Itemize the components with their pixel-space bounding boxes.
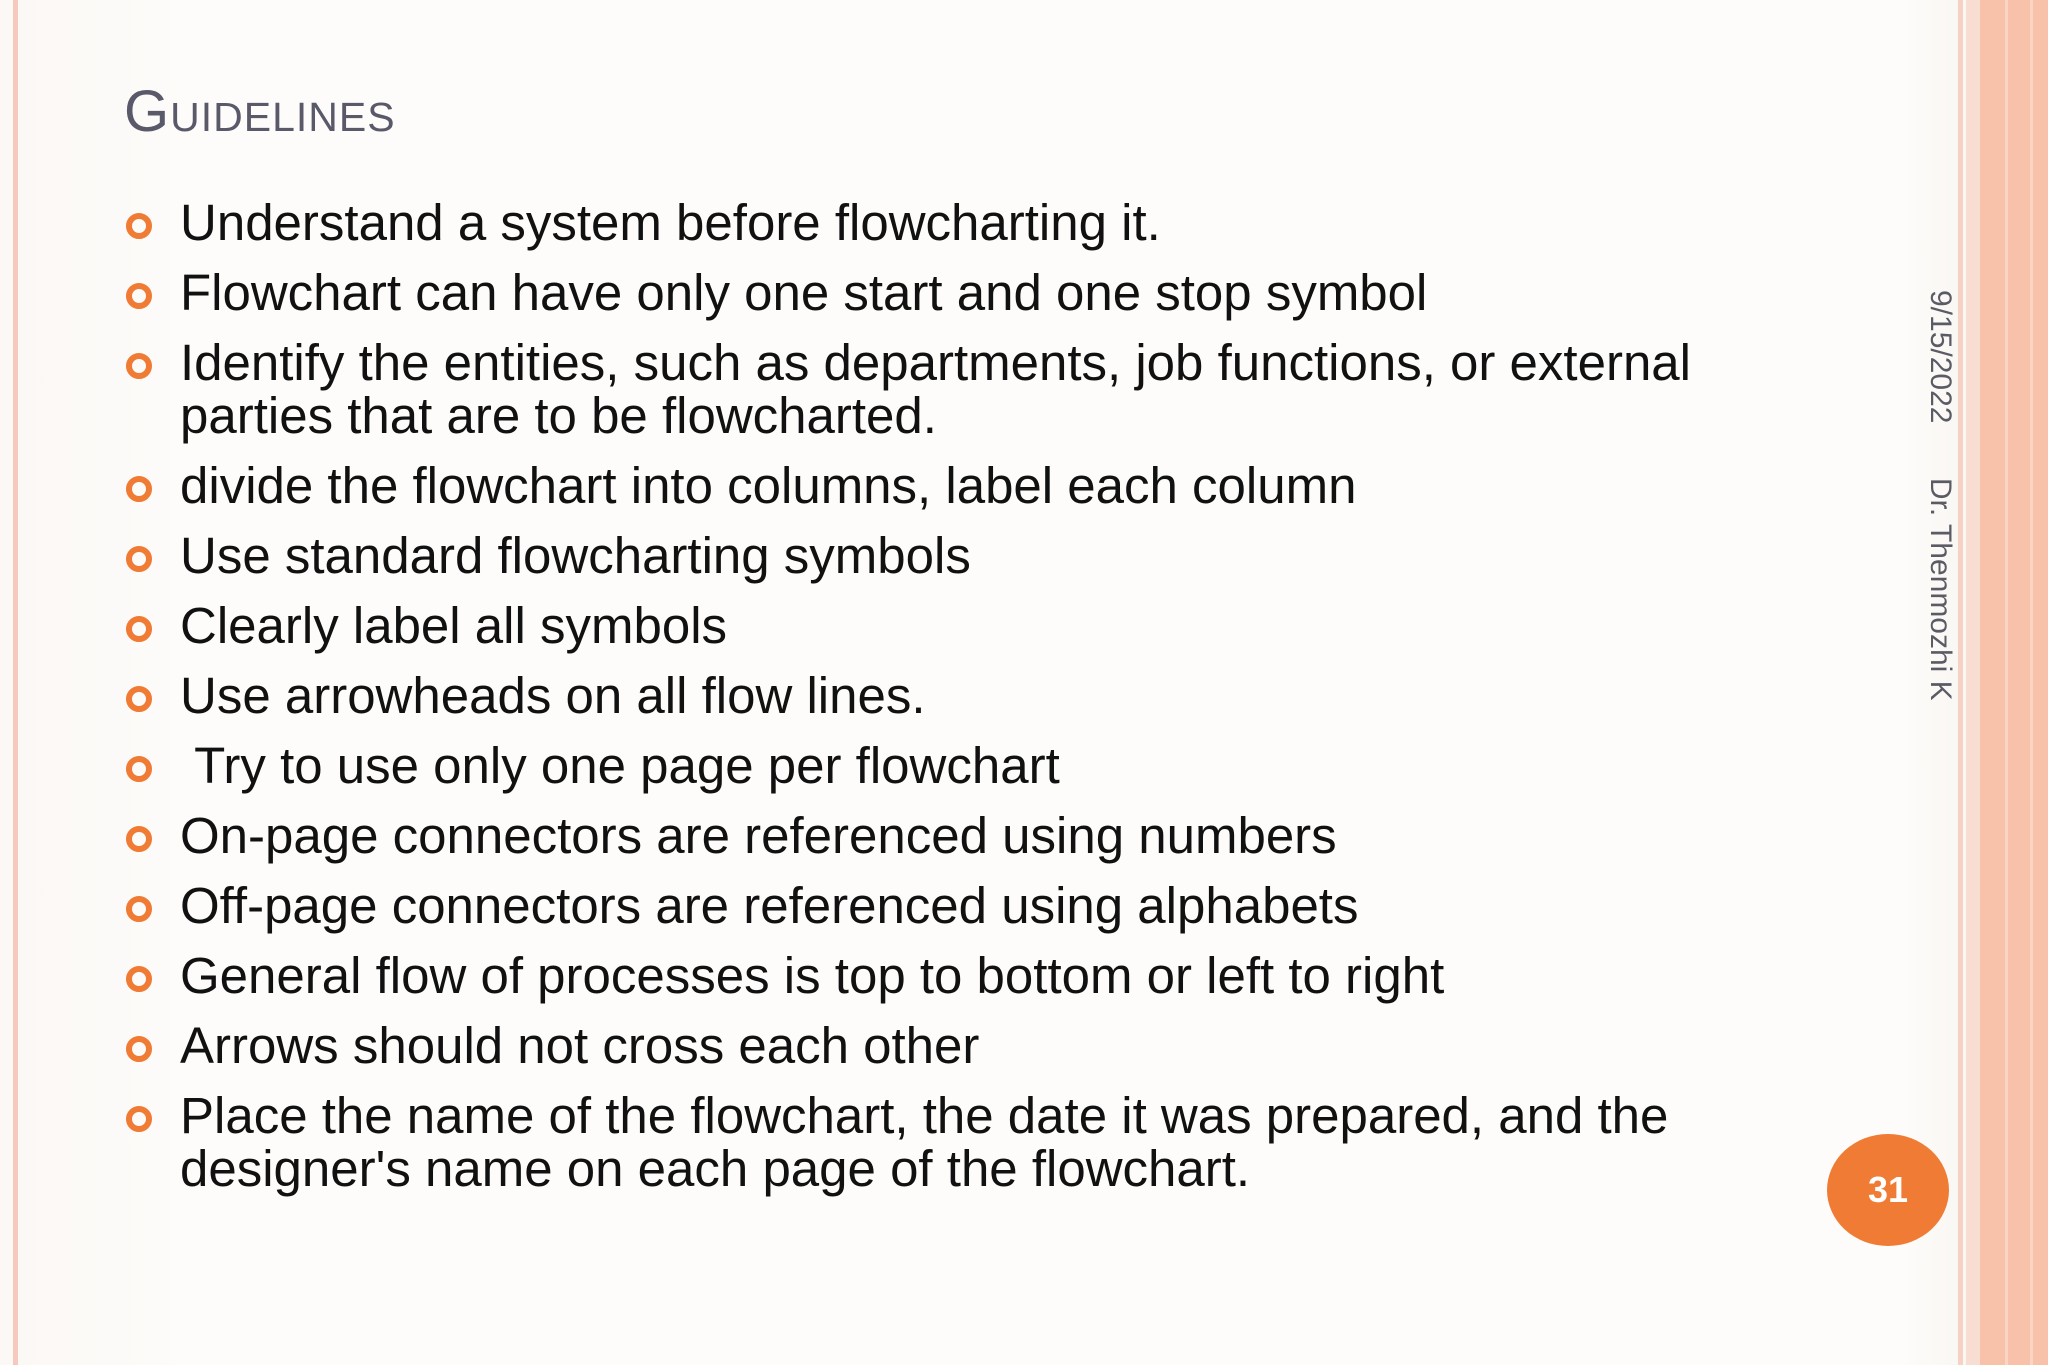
bullet-circle-icon <box>126 283 152 309</box>
bullet-item <box>120 336 1840 442</box>
bullet-text: Off-page connectors are referenced using alphabets <box>180 877 1359 934</box>
bullet-circle-icon <box>126 756 152 782</box>
bullet-text: On-page connectors are referenced using numbers <box>180 807 1337 864</box>
bullet-item <box>120 459 1840 512</box>
bullet-text: Arrows should not cross each other <box>180 1017 980 1074</box>
bullet-circle-icon <box>126 1106 152 1132</box>
bullet-item <box>120 739 1840 792</box>
left-border-line <box>13 0 18 1365</box>
bullet-item <box>120 1089 1840 1195</box>
bullet-circle-icon <box>126 966 152 992</box>
bullet-circle-icon <box>126 826 152 852</box>
bullet-item <box>120 196 1840 249</box>
bullet-circle-icon <box>126 546 152 572</box>
bullet-text: Use arrowheads on all flow lines. <box>180 667 926 724</box>
bullet-text: Identify the entities, such as departments, job functions, or external parties that are to be flowcharted. <box>180 334 1691 444</box>
bullet-item <box>120 809 1840 862</box>
bullet-circle-icon <box>126 616 152 642</box>
bullet-text: divide the flowchart into columns, label each column <box>180 457 1357 514</box>
slide-footer-vertical <box>1897 290 1957 730</box>
bullet-circle-icon <box>126 896 152 922</box>
right-decorative-band <box>1980 0 2048 1365</box>
bullet-item <box>120 879 1840 932</box>
bullet-text: Use standard flowcharting symbols <box>180 527 971 584</box>
bullet-text: Try to use only one page per flowchart <box>180 737 1060 794</box>
bullet-text: Place the name of the flowchart, the date it was prepared, and the designer's name on each page of the flowchart. <box>180 1087 1669 1197</box>
bullet-list <box>120 196 1840 1212</box>
bullet-item <box>120 529 1840 582</box>
page-number-badge: 31 <box>1827 1134 1949 1246</box>
right-band-stripe <box>2005 0 2008 1365</box>
slide-title: Guidelines <box>124 79 396 144</box>
bullet-item <box>120 599 1840 652</box>
bullet-item <box>120 669 1840 722</box>
bullet-text: General flow of processes is top to bottom or left to right <box>180 947 1445 1004</box>
bullet-circle-icon <box>126 353 152 379</box>
bullet-text: Understand a system before flowcharting it. <box>180 194 1161 251</box>
bullet-item <box>120 949 1840 1002</box>
footer-author: Dr. Thenmozhi K <box>1924 477 1957 701</box>
bullet-circle-icon <box>126 686 152 712</box>
bullet-circle-icon <box>126 213 152 239</box>
right-decorative-band-light <box>1966 0 1980 1365</box>
bullet-item <box>120 1019 1840 1072</box>
bullet-circle-icon <box>126 476 152 502</box>
footer-date: 9/15/2022 <box>1924 290 1957 424</box>
bullet-text: Flowchart can have only one start and one stop symbol <box>180 264 1428 321</box>
bullet-text: Clearly label all symbols <box>180 597 728 654</box>
bullet-item <box>120 266 1840 319</box>
bullet-circle-icon <box>126 1036 152 1062</box>
right-border-line <box>1958 0 1963 1365</box>
right-band-stripe <box>2030 0 2033 1365</box>
